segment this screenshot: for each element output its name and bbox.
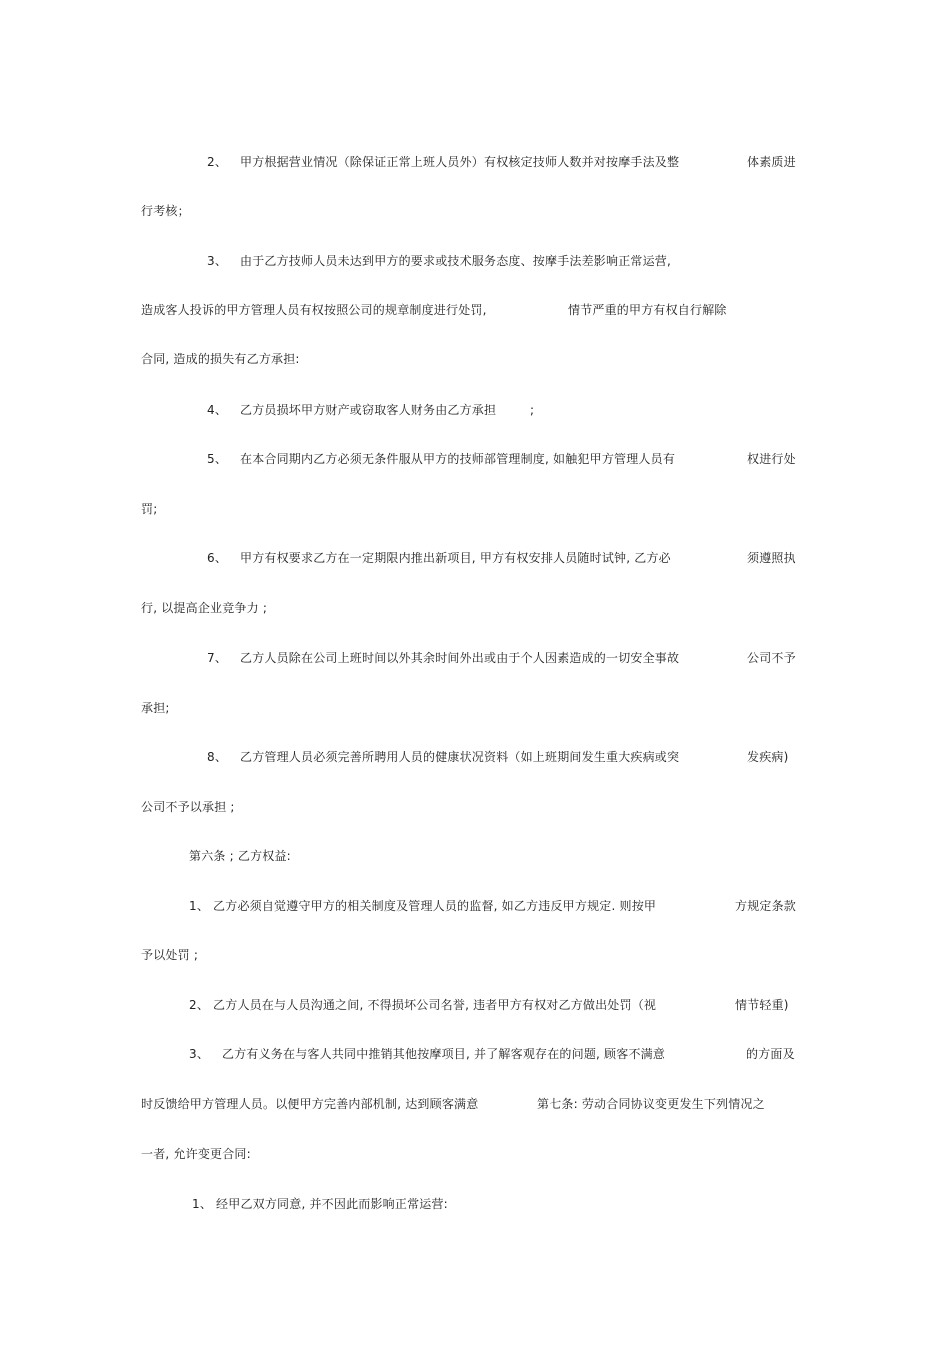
- item-3-continuation-2: 合同, 造成的损失有乙方承担:: [141, 352, 300, 366]
- item-number: 7、: [207, 651, 228, 665]
- article-6-item-3-text-end: 的方面及: [746, 1047, 795, 1061]
- article-6-item-1-text: 1、 乙方必须自觉遵守甲方的相关制度及管理人员的监督, 如乙方违反甲方规定. 则按甲: [189, 899, 657, 913]
- article-6-item-1-continuation: 予以处罚 ;: [141, 948, 199, 962]
- item-8-continuation: 公司不予以承担 ;: [141, 800, 235, 814]
- article-6-item-3-continuation: 时反馈给甲方管理人员。以便甲方完善内部机制, 达到顾客满意: [141, 1097, 479, 1111]
- item-number: 3、: [207, 254, 228, 268]
- article-7-item-1-text: 1、 经甲乙双方同意, 并不因此而影响正常运营:: [192, 1197, 448, 1211]
- item-5-text: 在本合同期内乙方必须无条件服从甲方的技师部管理制度, 如触犯甲方管理人员有: [240, 452, 676, 466]
- item-5-continuation: 罚;: [141, 502, 158, 516]
- item-6-text: 甲方有权要求乙方在一定期限内推出新项目, 甲方有权安排人员随时试钟, 乙方必: [240, 551, 671, 565]
- item-8-text: 乙方管理人员必须完善所聘用人员的健康状况资料（如上班期间发生重大疾病或突: [240, 750, 680, 764]
- item-2-continuation: 行考核；: [141, 204, 190, 218]
- item-number: 3、: [189, 1047, 210, 1061]
- item-4-end: ;: [530, 403, 535, 417]
- item-7-text: 乙方人员除在公司上班时间以外其余时间外出或由于个人因素造成的一切安全事故: [240, 651, 680, 665]
- article-6-item-2-text-end: 情节轻重): [735, 998, 789, 1012]
- item-number: 5、: [207, 452, 228, 466]
- item-3-continuation-end: 情节严重的甲方有权自行解除: [568, 303, 727, 317]
- article-7-heading: 第七条: 劳动合同协议变更发生下列情况之: [537, 1097, 765, 1111]
- item-number: 2、: [207, 155, 228, 169]
- item-number: 6、: [207, 551, 228, 565]
- item-4-text: 乙方员损坏甲方财产或窃取客人财务由乙方承担: [240, 403, 497, 417]
- article-6-item-3-text: 乙方有义务在与客人共同中推销其他按摩项目, 并了解客观存在的问题, 顾客不满意: [222, 1047, 666, 1061]
- article-6-heading: 第六条 ; 乙方权益:: [189, 849, 291, 863]
- item-6-continuation: 行, 以提高企业竞争力 ;: [141, 601, 268, 615]
- item-number: 4、: [207, 403, 228, 417]
- item-7-continuation: 承担;: [141, 701, 170, 715]
- article-6-item-1-text-end: 方规定条款: [735, 899, 797, 913]
- article-7-heading-continuation: 一者, 允许变更合同:: [141, 1147, 251, 1161]
- item-number: 8、: [207, 750, 228, 764]
- item-8-text-end: 发疾病): [747, 750, 789, 764]
- item-7-text-end: 公司不予: [747, 651, 796, 665]
- item-6-text-end: 须遵照执: [747, 551, 796, 565]
- article-6-item-2-text: 2、 乙方人员在与人员沟通之间, 不得损坏公司名誉, 违者甲方有权对乙方做出处罚（视: [189, 998, 657, 1012]
- item-5-text-end: 权进行处: [747, 452, 796, 466]
- item-2-text-end: 体素质进: [747, 155, 796, 169]
- item-2-text: 甲方根据营业情况（除保证正常上班人员外）有权核定技师人数并对按摩手法及整: [240, 155, 680, 169]
- item-3-continuation: 造成客人投诉的甲方管理人员有权按照公司的规章制度进行处罚,: [141, 303, 487, 317]
- item-3-text: 由于乙方技师人员未达到甲方的要求或技术服务态度、按摩手法差影响正常运营,: [240, 254, 672, 268]
